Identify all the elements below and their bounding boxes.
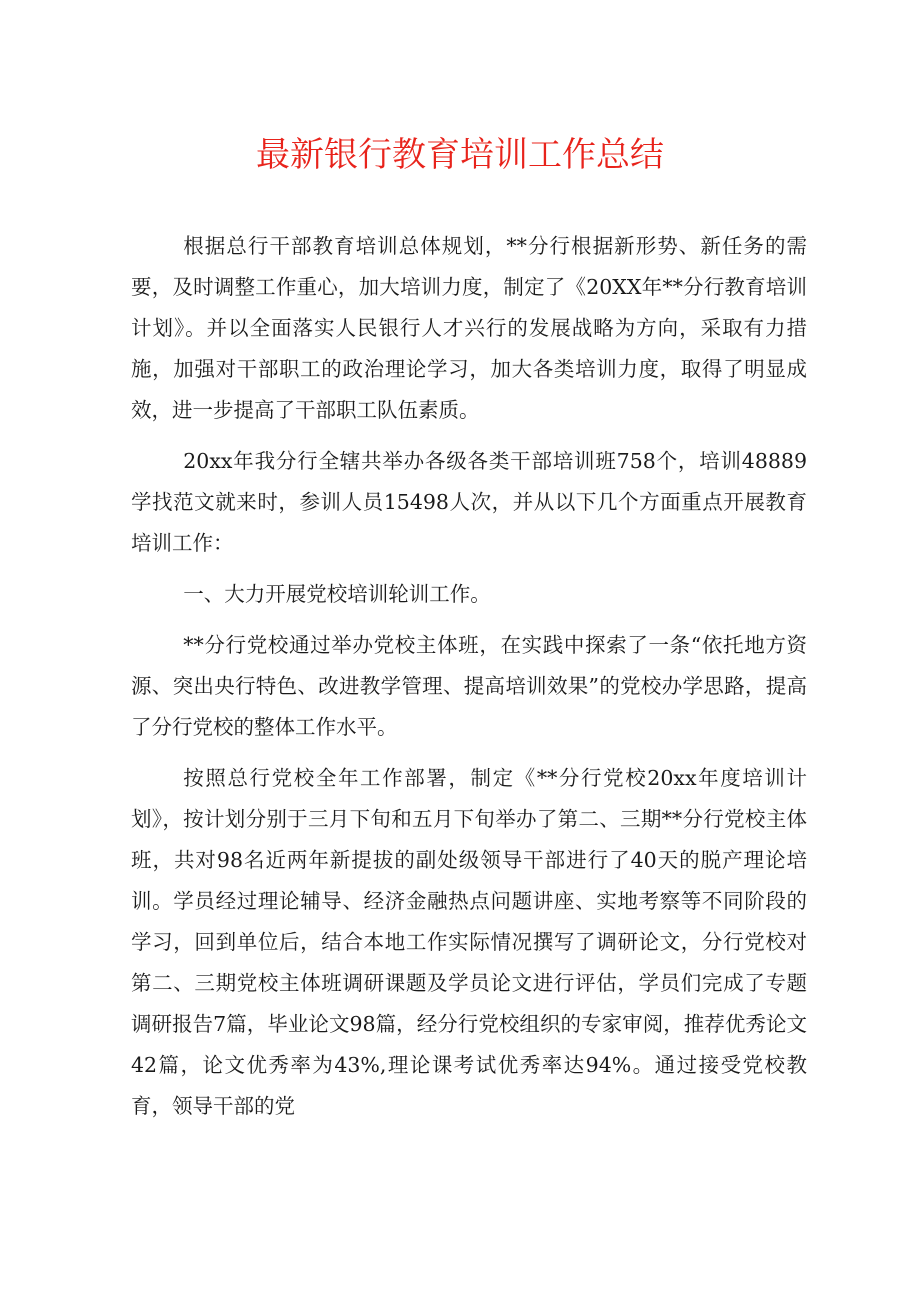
paragraph-statistics: 20xx年我分行全辖共举办各级各类干部培训班758个，培训48889学找范文就来时，参训人员15498人次，并从以下几个方面重点开展教育培训工作： [131,449,807,555]
paragraph-intro: 根据总行干部教育培训总体规划，**分行根据新形势、新任务的需要，及时调整工作重心，加大培训力度，制定了《20XX年**分行教育培训计划》。并以全面落实人民银行人才兴行的发展战略为方向，采取有力措施，加强对干部职工的政治理论学习，加大各类培训力度，取得了明显成效，进一步提高了干部职工队伍素质。 [131,234,807,422]
section-heading-1: 一、大力开展党校培训轮训工作。 [183,582,491,606]
paragraph-party-school: **分行党校通过举办党校主体班，在实践中探索了一条“依托地方资源、突出央行特色、改进教学管理、提高培训效果”的党校办学思路，提高了分行党校的整体工作水平。 [131,633,807,739]
paragraph-training-plan: 按照总行党校全年工作部署，制定《**分行党校20xx年度培训计划》，按计划分别于三月下旬和五月下旬举办了第二、三期**分行党校主体班，共对98名近两年新提拔的副处级领导干部进行了40天的脱产理论培训。学员经过理论辅导、经济金融热点问题讲座、实地考察等不同阶段的学习，回到单位后，结合本地工作实际情况撰写了调研论文，分行党校对第二、三期党校主体班调研课题及学员论文进行评估，学员们完成了专题调研报告7篇，毕业论文98篇，经分行党校组织的专家审阅，推荐优秀论文42篇，论文优秀率为43%,理论课考试优秀率达94%。通过接受党校教育，领导干部的党 [131,766,807,1118]
document-body [131,226,807,1137]
document-title: 最新银行教育培训工作总结 [256,135,664,175]
